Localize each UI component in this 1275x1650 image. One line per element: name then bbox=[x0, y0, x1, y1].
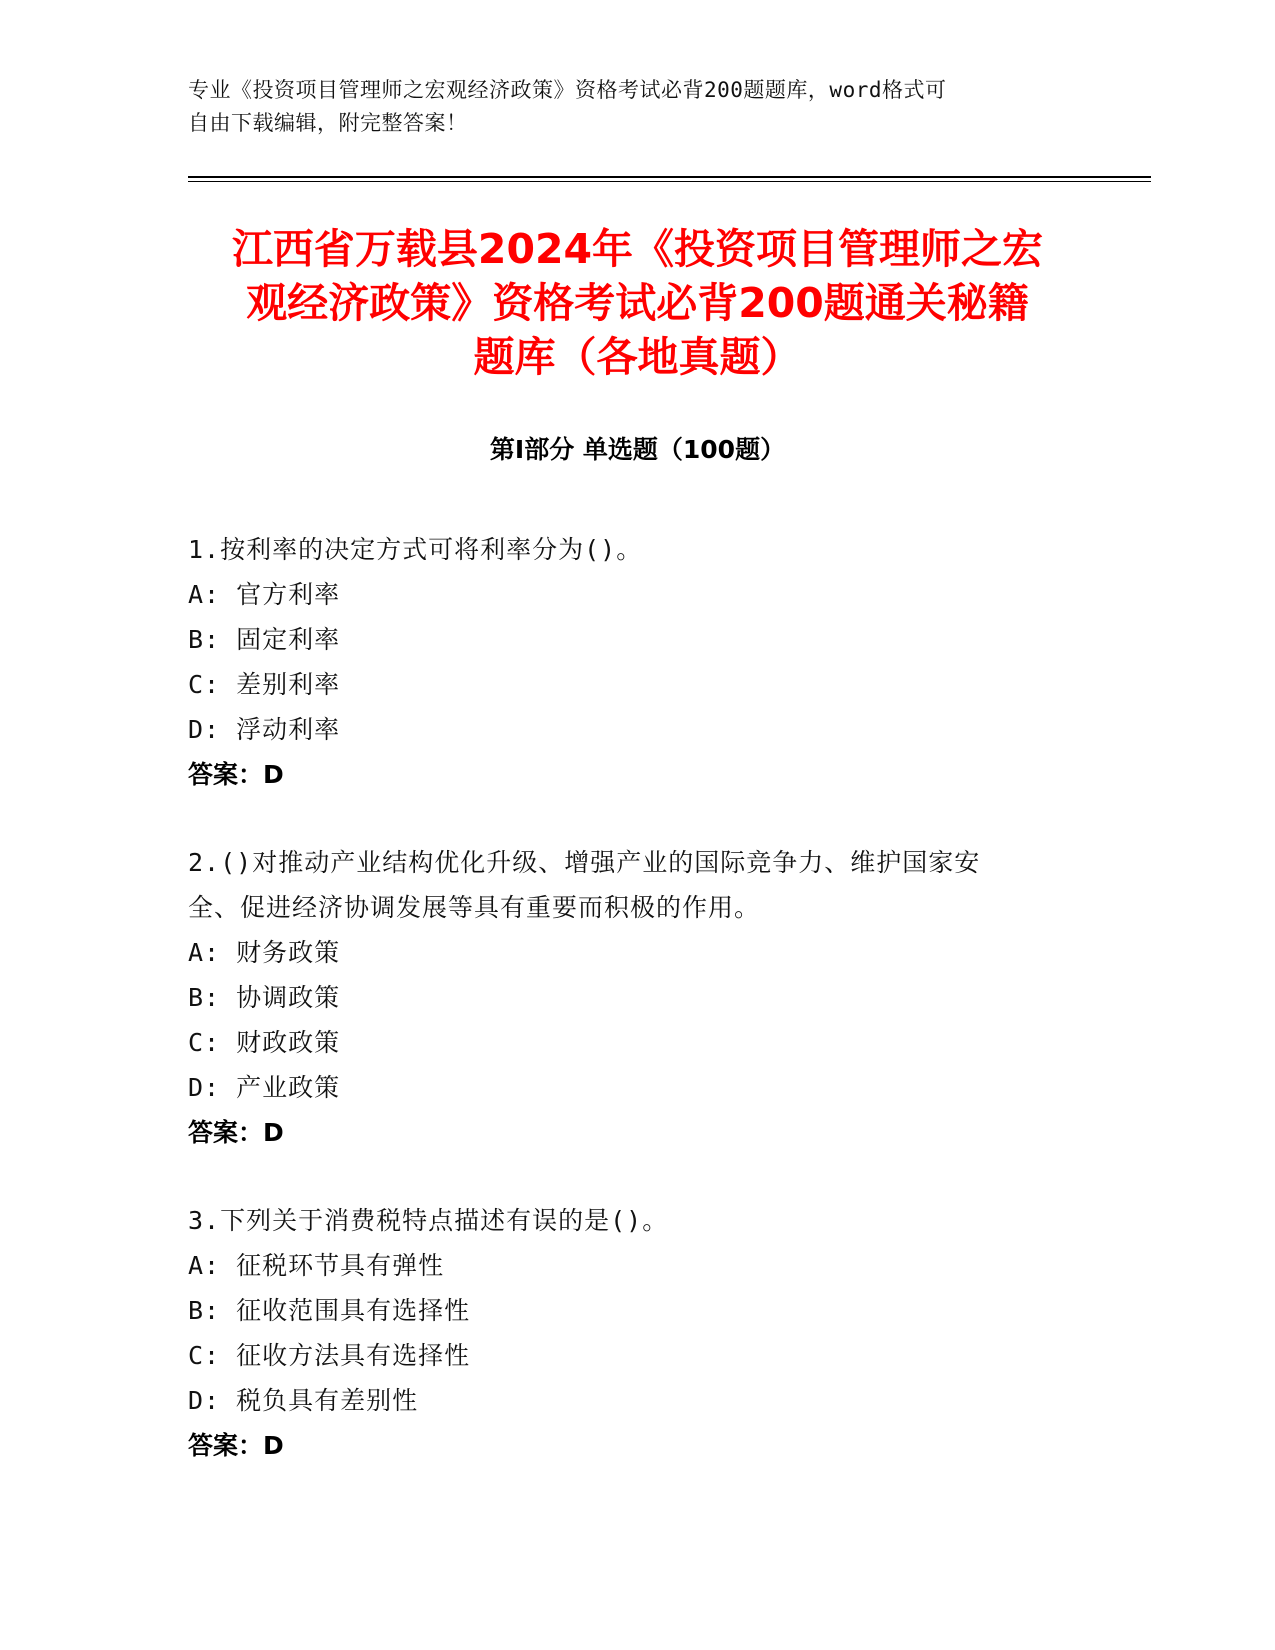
document-title-line-3: 题库（各地真题） bbox=[473, 333, 802, 381]
option-b: B: 征收范围具有选择性 bbox=[188, 1296, 471, 1325]
answer-line: 答案：D bbox=[188, 1431, 284, 1460]
header-note-line-2: 自由下载编辑，附完整答案！ bbox=[188, 111, 468, 135]
option-d: D: 税负具有差别性 bbox=[188, 1386, 419, 1415]
option-c: C: 征收方法具有选择性 bbox=[188, 1341, 471, 1370]
question-spacer bbox=[188, 1155, 1068, 1198]
header-note bbox=[188, 74, 1088, 140]
option-d: D: 产业政策 bbox=[188, 1073, 341, 1102]
option-a: A: 征税环节具有弹性 bbox=[188, 1251, 445, 1280]
answer-line: 答案：D bbox=[188, 1118, 284, 1147]
header-divider-thick bbox=[188, 176, 1151, 178]
document-title-line-1: 江西省万载县2024年《投资项目管理师之宏 bbox=[231, 225, 1044, 273]
option-b: B: 固定利率 bbox=[188, 625, 341, 654]
option-c: C: 财政政策 bbox=[188, 1028, 341, 1057]
question-2 bbox=[188, 840, 1068, 1155]
section-title: 第Ⅰ部分 单选题（100题） bbox=[489, 435, 786, 464]
answer-line: 答案：D bbox=[188, 760, 284, 789]
document-title-line-2: 观经济政策》资格考试必背200题通关秘籍 bbox=[246, 279, 1029, 327]
question-list bbox=[188, 527, 1068, 1468]
document-title bbox=[175, 222, 1100, 384]
option-a: A: 财务政策 bbox=[188, 938, 341, 967]
question-3 bbox=[188, 1198, 1068, 1468]
header-note-line-1: 专业《投资项目管理师之宏观经济政策》资格考试必背200题题库，word格式可 bbox=[188, 78, 947, 102]
header-divider-thin bbox=[188, 181, 1151, 182]
option-b: B: 协调政策 bbox=[188, 983, 341, 1012]
question-stem-continued: 全、促进经济协调发展等具有重要而积极的作用。 bbox=[188, 893, 761, 922]
option-d: D: 浮动利率 bbox=[188, 715, 341, 744]
question-stem: 3.下列关于消费税特点描述有误的是()。 bbox=[188, 1206, 669, 1235]
question-spacer bbox=[188, 797, 1068, 840]
question-stem: 2.()对推动产业结构优化升级、增强产业的国际竞争力、维护国家安 bbox=[188, 848, 981, 877]
question-1 bbox=[188, 527, 1068, 797]
option-a: A: 官方利率 bbox=[188, 580, 341, 609]
option-c: C: 差别利率 bbox=[188, 670, 341, 699]
question-stem: 1.按利率的决定方式可将利率分为()。 bbox=[188, 535, 643, 564]
